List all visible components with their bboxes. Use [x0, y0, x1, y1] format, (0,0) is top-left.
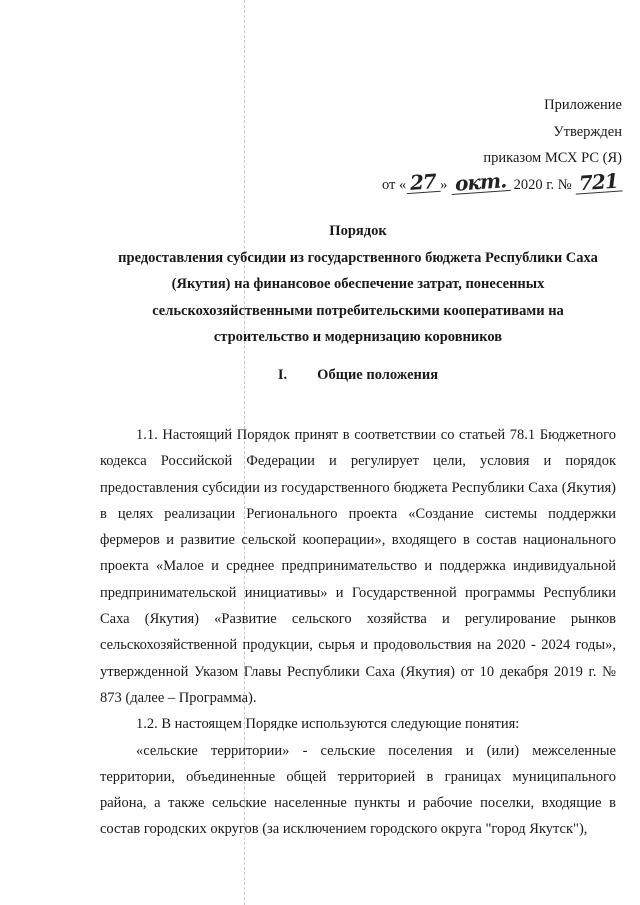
paragraph-1-1: 1.1. Настоящий Порядок принят в соответствии со статьей 78.1 Бюджетного кодекса Российской Федерации и регулирует цели, условия и порядок предоставления субсидии из государственного бюджета Республики Саха (Якутия) в целях реализации Регионального проекта «Создание системы поддержки фермеров и развитие сельской кооперации», входящего в состав национального проекта «Малое и среднее предпринимательство и поддержка индивидуальной предпринимательской инициативы» и Государственной программы Республики Саха (Якутия) «Развитие сельского хозяйства и регулирование рынков сельскохозяйственной продукции, сырья и продовольствия на 2020 - 2024 годы», утвержденной Указом Главы Республики Саха (Якутия) от 10 декабря 2019 г. № 873 (далее – Программа).: [100, 427, 616, 706]
paragraph-definition: «сельские территории» - сельские поселения и (или) межселенные территории, объединенные общей территорией в границах муниципального района, а также сельские населенные пункты и рабочие поселки, входящие в состав городских округов (за исключением городского округа "город Якутск"),: [100, 742, 616, 838]
handwritten-order-number: 721: [575, 170, 623, 194]
title-line-4: сельскохозяйственными потребительскими кооперативами на: [152, 302, 564, 319]
date-mid: »: [440, 176, 448, 193]
title-line-2: предоставления субсидии из государственного бюджета Республики Саха: [118, 249, 598, 266]
appendix-label: Приложение: [544, 97, 622, 113]
handwritten-month: окт.: [450, 169, 510, 194]
title-line-5: строительство и модернизацию коровников: [213, 329, 503, 345]
title-line-3: (Якутия) на финансовое обеспечение затрат, понесенных: [171, 276, 545, 292]
section-title: Общие положения: [317, 367, 439, 383]
title-line-1: Порядок: [329, 223, 387, 239]
document-title: [96, 218, 620, 351]
order-date-line: [342, 167, 622, 199]
section-number: I.: [277, 367, 288, 383]
approval-stamp-block: [342, 92, 622, 198]
approved-label: Утвержден: [553, 123, 622, 140]
paragraph-1-2: 1.2. В настоящем Порядке используются следующие понятия:: [136, 716, 520, 733]
order-label: приказом МСХ РС (Я): [483, 150, 622, 166]
document-body: [100, 422, 616, 843]
handwritten-day: 27: [406, 170, 441, 193]
date-prefix: от «: [381, 176, 407, 193]
date-year: 2020 г. №: [513, 176, 572, 193]
section-heading: [96, 367, 620, 384]
